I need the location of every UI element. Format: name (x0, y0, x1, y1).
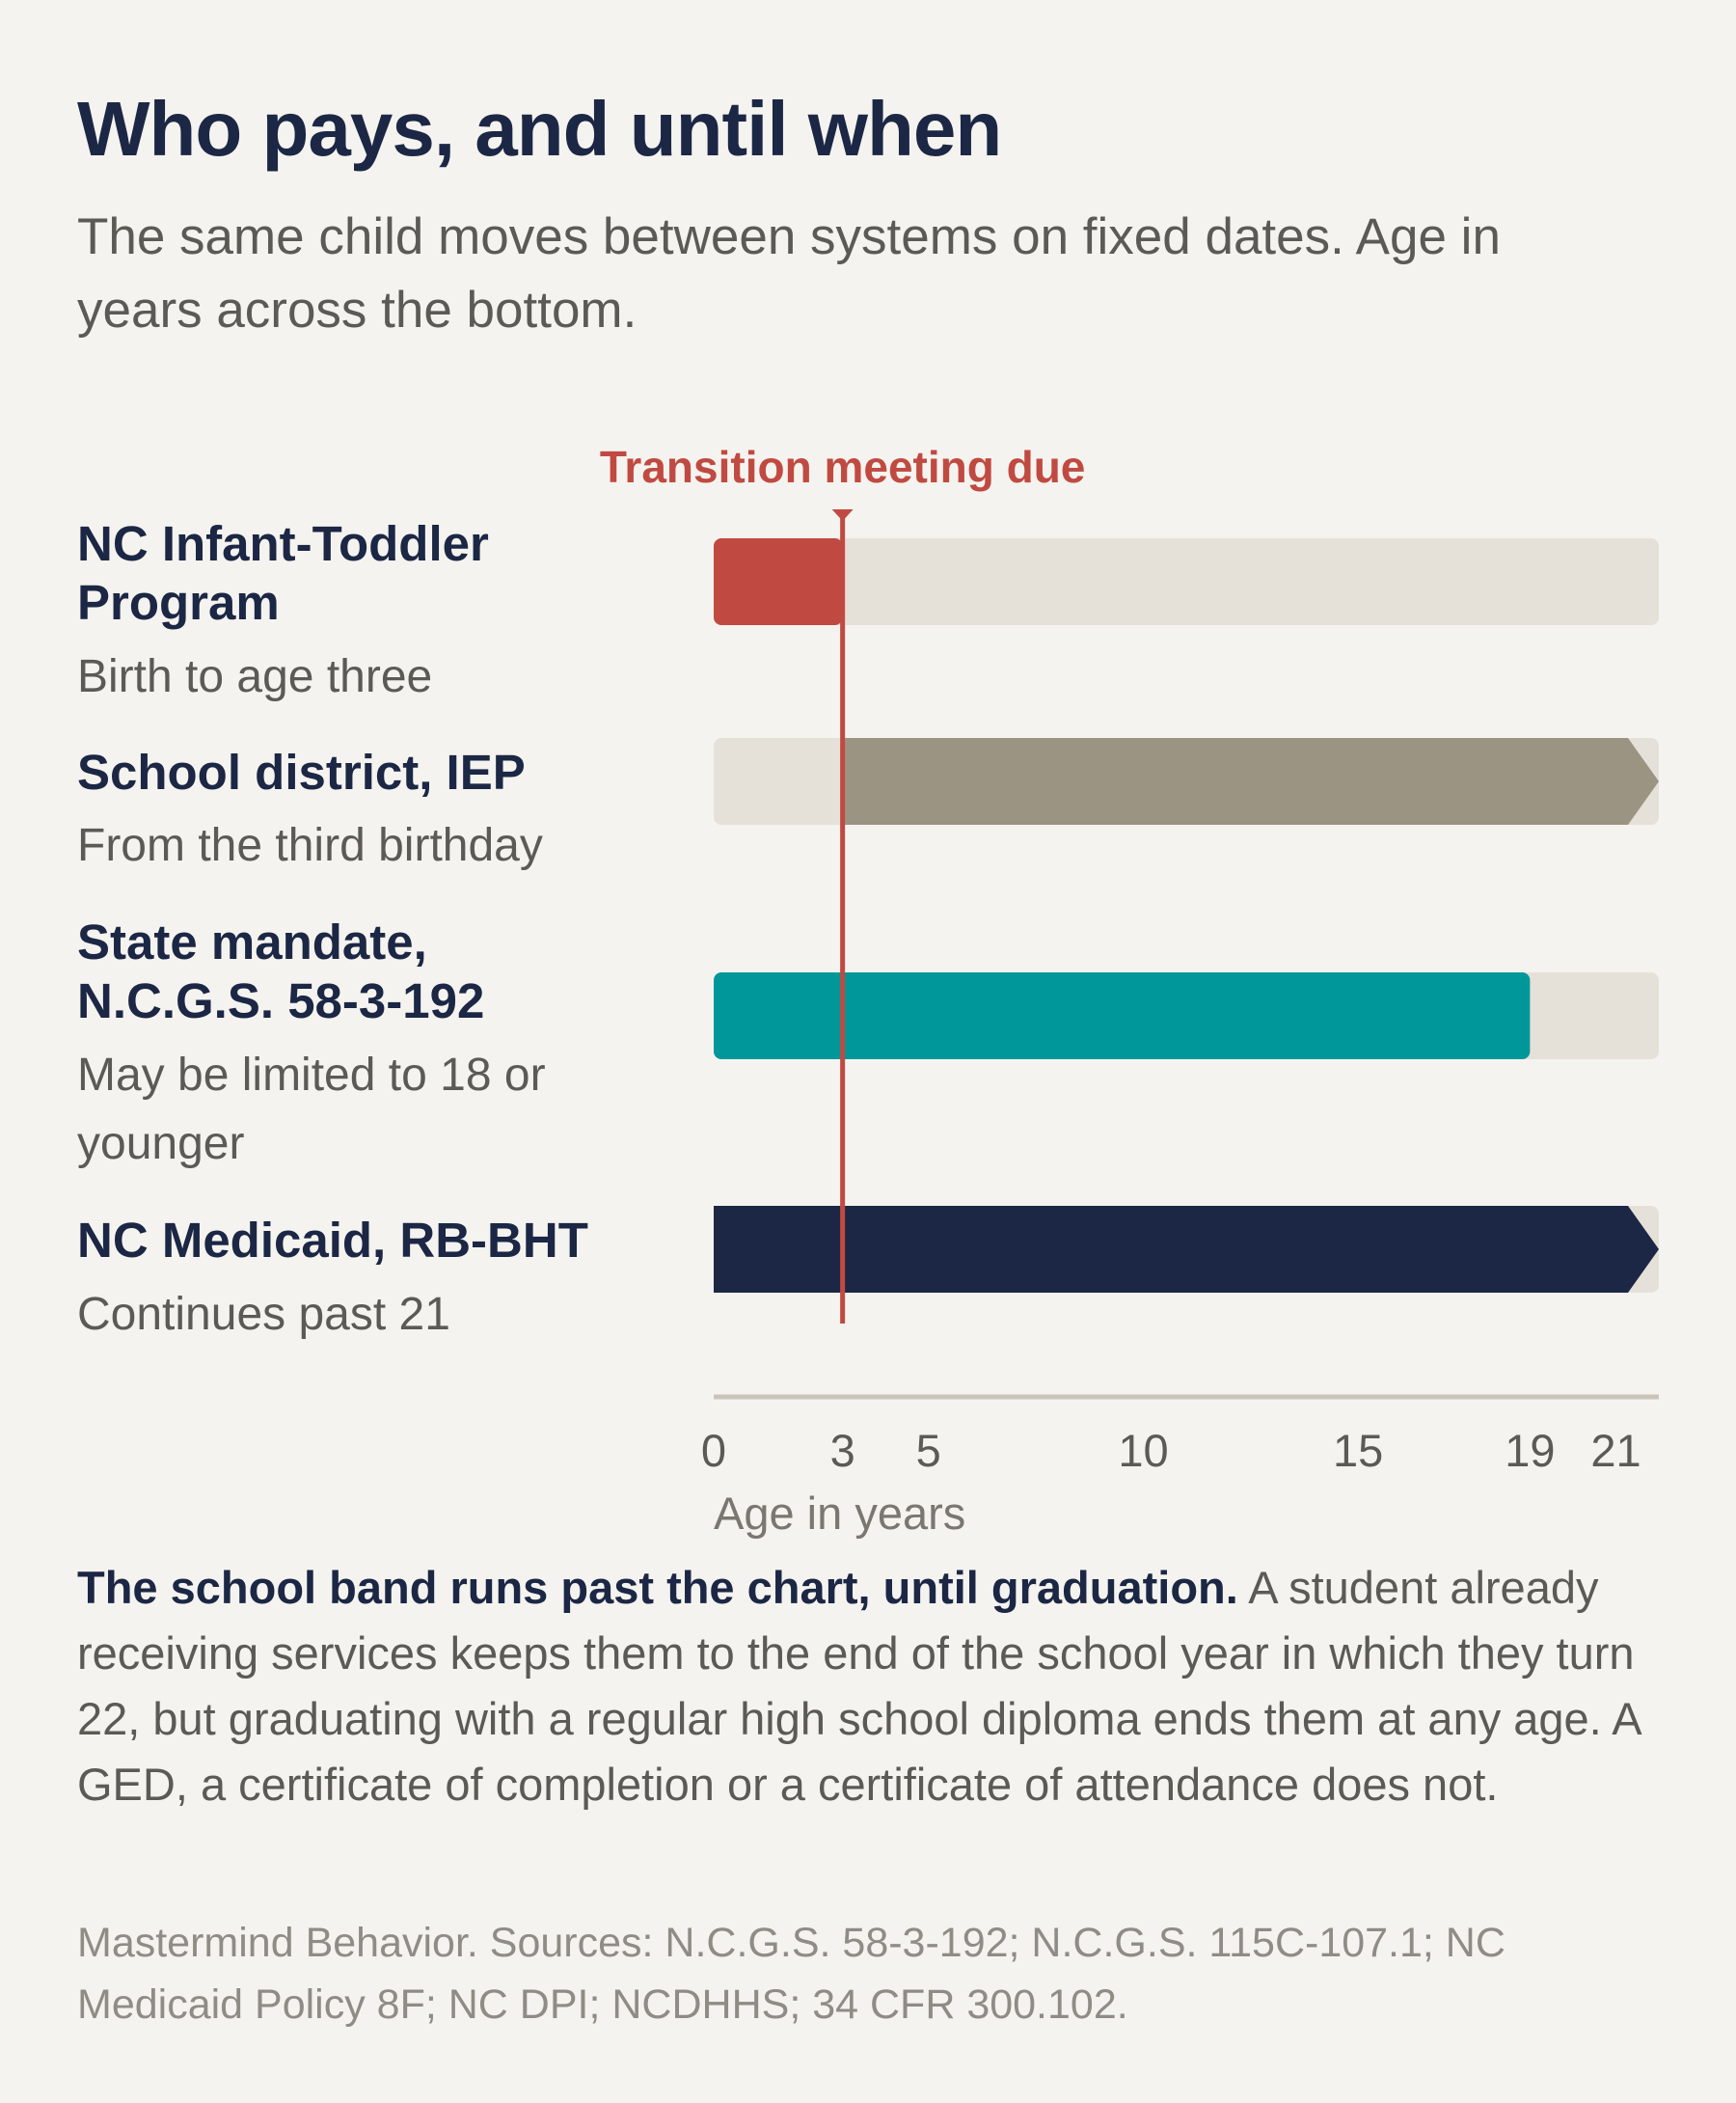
row-note: Continues past 21 (77, 1289, 450, 1340)
annotation-label: Transition meeting due (599, 444, 1086, 492)
x-tick-label: 0 (700, 1425, 727, 1476)
chart-title: Who pays, and until when (77, 86, 1002, 172)
timeline-chart (0, 444, 1736, 1543)
row-label: NC Infant-Toddler (77, 516, 489, 571)
row-note: May be limited to 18 or (77, 1050, 546, 1101)
row-note: Birth to age three (77, 651, 433, 702)
row-label: NC Medicaid, RB-BHT (77, 1213, 588, 1268)
bar-infant (714, 538, 843, 625)
bar-school (843, 738, 1659, 825)
row-label: Program (77, 575, 280, 630)
source-line: Mastermind Behavior. Sources: N.C.G.S. 58-3-192; N.C.G.S. 115C-107.1; NC Medicaid Policy 8F; NC DPI; NCDHHS; 34 CFR 300.102. (77, 1920, 1505, 2028)
x-tick-label: 21 (1590, 1425, 1641, 1476)
x-tick-label: 15 (1333, 1425, 1384, 1476)
row-label: N.C.G.S. 58-3-192 (77, 973, 485, 1028)
x-tick-label: 10 (1118, 1425, 1169, 1476)
x-tick-label: 3 (829, 1425, 855, 1476)
bar-track (714, 538, 1659, 625)
x-tick-label: 5 (915, 1425, 941, 1476)
chart-note (77, 1555, 1678, 1817)
row-label: School district, IEP (77, 745, 526, 800)
bar-medicaid (714, 1206, 1659, 1293)
chart-subtitle: The same child moves between systems on fixed dates. Age in years across the bottom. (77, 208, 1501, 339)
x-tick-label: 19 (1505, 1425, 1556, 1476)
x-axis-title: Age in years (714, 1488, 966, 1539)
note-lead: The school band runs past the chart, until graduation. (77, 1562, 1238, 1613)
bar-state (714, 972, 1530, 1059)
row-note: younger (77, 1118, 245, 1169)
row-label: State mandate, (77, 915, 427, 970)
note-body: A student already receiving services keeps them to the end of the school year in which they turn 22, but graduating with a regular high school diploma ends them at any age. A GED, a certificate of completion or a certificate of attendance does not. (77, 1562, 1640, 1810)
row-note: From the third birthday (77, 820, 543, 871)
